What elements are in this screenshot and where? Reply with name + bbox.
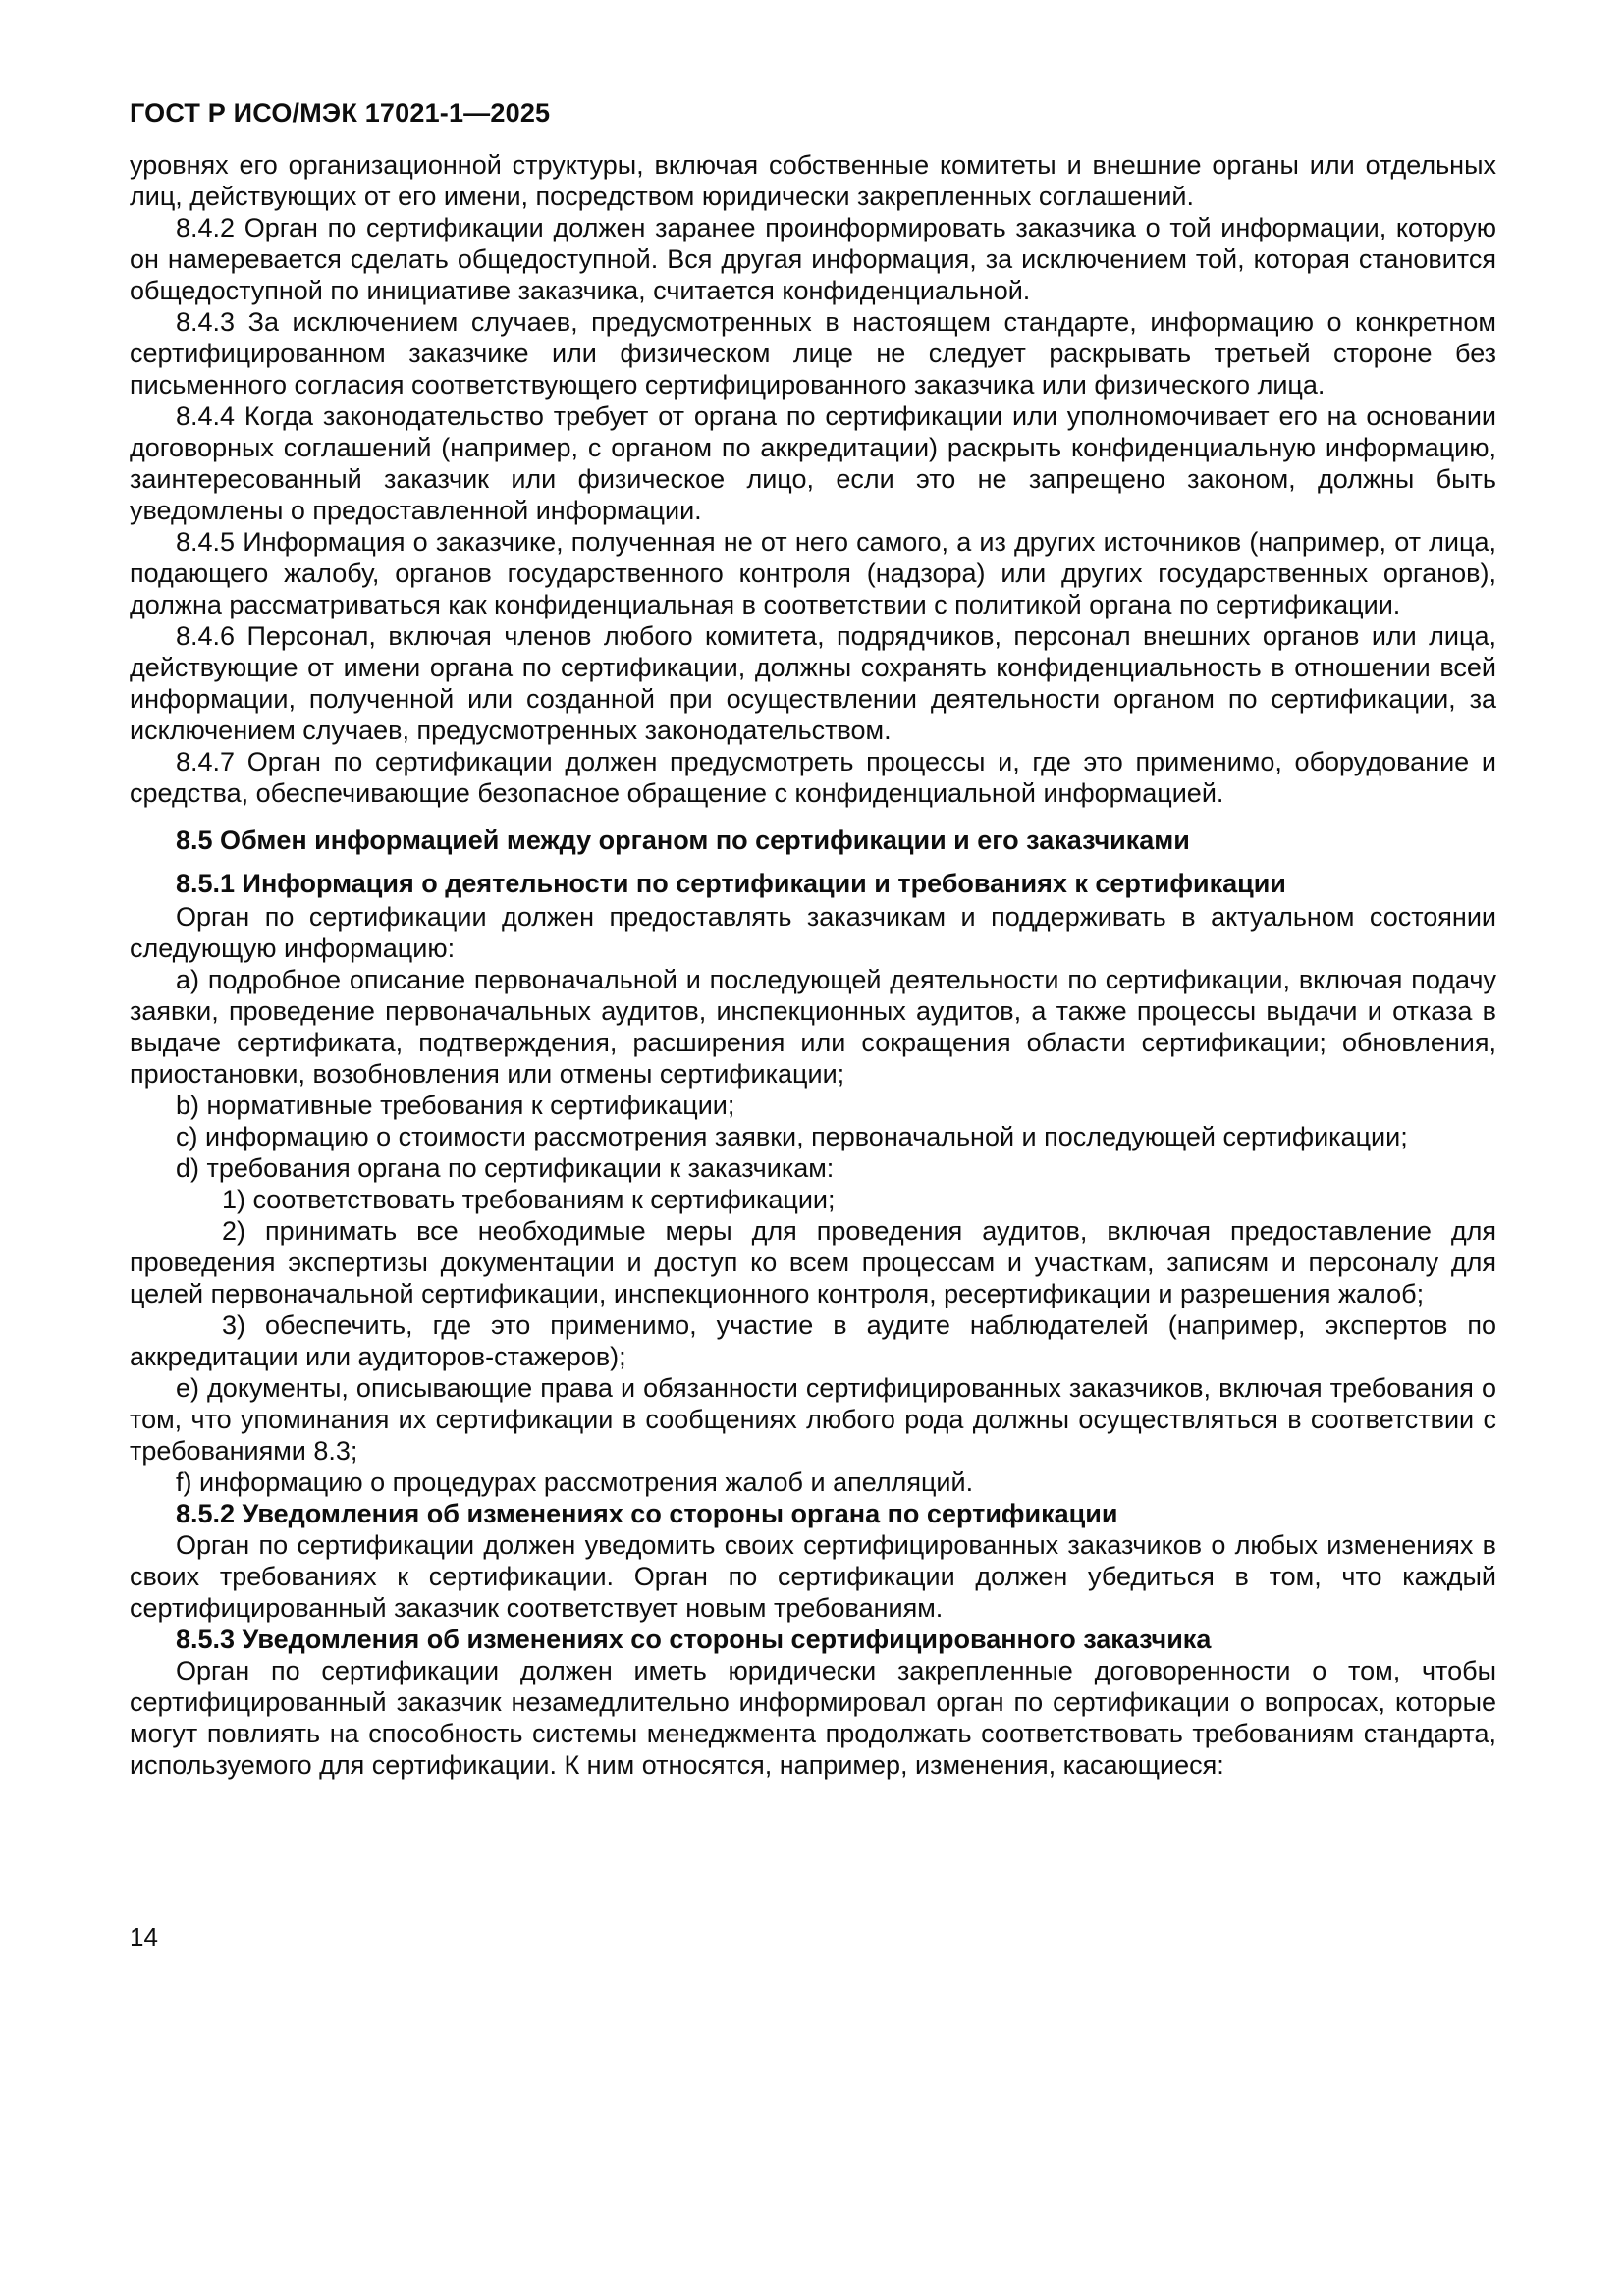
clause-8-4-6: 8.4.6 Персонал, включая членов любого комитета, подрядчиков, персонал внешних органов или лица, действующие от имени органа по сертификации, должны сохранять конфиденциальность в отношении всей информации, полученной или созданной при осуществлении деятельности органом по сертификации, за исключением случаев, предусмотренных законодательством. xyxy=(130,621,1496,745)
list-item-f: f) информацию о процедурах рассмотрения жалоб и апелляций. xyxy=(176,1468,974,1497)
clause-8-4-3: 8.4.3 За исключением случаев, предусмотренных в настоящем стандарте, информацию о конкретном сертифицированном заказчике или физическом лице не следует раскрывать третьей стороне без письменного согласия соответствующего сертифицированного заказчика или физического лица. xyxy=(130,307,1496,400)
heading-8-5-1: 8.5.1 Информация о деятельности по сертификации и требованиях к сертификации xyxy=(176,869,1286,898)
sub-item-3: 3) обеспечить, где это применимо, участие в аудите наблюдателей (например, экспертов по аккредитации или аудиторов-стажеров); xyxy=(130,1310,1496,1371)
paragraph-continuation: уровнях его организационной структуры, включая собственные комитеты и внешние органы или отдельных лиц, действующих от его имени, посредством юридически закрепленных соглашений. xyxy=(130,150,1496,211)
list-item-c: c) информацию о стоимости рассмотрения заявки, первоначальной и последующей сертификации; xyxy=(176,1122,1408,1151)
list-item-d: d) требования органа по сертификации к заказчикам: xyxy=(176,1153,835,1183)
document-title-header: ГОСТ Р ИСО/МЭК 17021-1—2025 xyxy=(130,98,551,128)
paragraph-8-5-3: Орган по сертификации должен иметь юридически закрепленные договоренности о том, чтобы сертифицированный заказчик незамедлительно информировал орган по сертификации о вопросах, которые могут повлиять на способность системы менеджмента продолжать соответствовать требованиям стандарта, используемого для сертификации. К ним относятся, например, изменения, касающиеся: xyxy=(130,1656,1496,1780)
page-number: 14 xyxy=(130,1922,158,1951)
clause-8-4-7: 8.4.7 Орган по сертификации должен предусмотреть процессы и, где это применимо, оборудование и средства, обеспечивающие безопасное обращение с конфиденциальной информацией. xyxy=(130,747,1496,808)
clause-8-4-5: 8.4.5 Информация о заказчике, полученная не от него самого, а из других источников (например, от лица, подающего жалобу, органов государственного контроля (надзора) или других государственных органов), должна рассматриваться как конфиденциальная в соответствии с политикой органа по сертификации. xyxy=(130,527,1496,619)
sub-item-1: 1) соответствовать требованиям к сертификации; xyxy=(222,1185,836,1214)
heading-8-5: 8.5 Обмен информацией между органом по сертификации и его заказчиками xyxy=(176,826,1190,855)
heading-8-5-2: 8.5.2 Уведомления об изменениях со стороны органа по сертификации xyxy=(176,1499,1118,1528)
document-body xyxy=(130,149,1496,1781)
sub-item-2: 2) принимать все необходимые меры для проведения аудитов, включая предоставление для проведения экспертизы документации и доступ ко всем процессам и участкам, записям и персоналу для целей первоначальной сертификации, инспекционного контроля, ресертификации и разрешения жалоб; xyxy=(130,1216,1496,1308)
heading-8-5-3: 8.5.3 Уведомления об изменениях со стороны сертифицированного заказчика xyxy=(176,1625,1212,1654)
paragraph-8-5-2: Орган по сертификации должен уведомить своих сертифицированных заказчиков о любых изменениях в своих требованиях к сертификации. Орган по сертификации должен убедиться в том, что каждый сертифицированный заказчик соответствует новым требованиям. xyxy=(130,1530,1496,1623)
clause-8-4-4: 8.4.4 Когда законодательство требует от органа по сертификации или уполномочивает его на основании договорных соглашений (например, с органом по аккредитации) раскрыть конфиденциальную информацию, заинтересованный заказчик или физическое лицо, если это не запрещено законом, должны быть уведомлены о предоставленной информации. xyxy=(130,401,1496,525)
list-item-b: b) нормативные требования к сертификации; xyxy=(176,1091,735,1120)
list-item-e: e) документы, описывающие права и обязанности сертифицированных заказчиков, включая требования о том, что упоминания их сертификации в сообщениях любого рода должны осуществляться в соответствии с требованиями 8.3; xyxy=(130,1373,1496,1466)
list-item-a: a) подробное описание первоначальной и последующей деятельности по сертификации, включая подачу заявки, проведение первоначальных аудитов, инспекционных аудитов, а также процессы выдачи и отказа в выдаче сертификата, подтверждения, расширения или сокращения области сертификации; обновления, приостановки, возобновления или отмены сертификации; xyxy=(130,965,1496,1089)
clause-8-4-2: 8.4.2 Орган по сертификации должен заранее проинформировать заказчика о той информации, которую он намеревается сделать общедоступной. Вся другая информация, за исключением той, которая становится общедоступной по инициативе заказчика, считается конфиденциальной. xyxy=(130,213,1496,305)
paragraph-intro-8-5-1: Орган по сертификации должен предоставлять заказчикам и поддерживать в актуальном состоянии следующую информацию: xyxy=(130,902,1496,963)
